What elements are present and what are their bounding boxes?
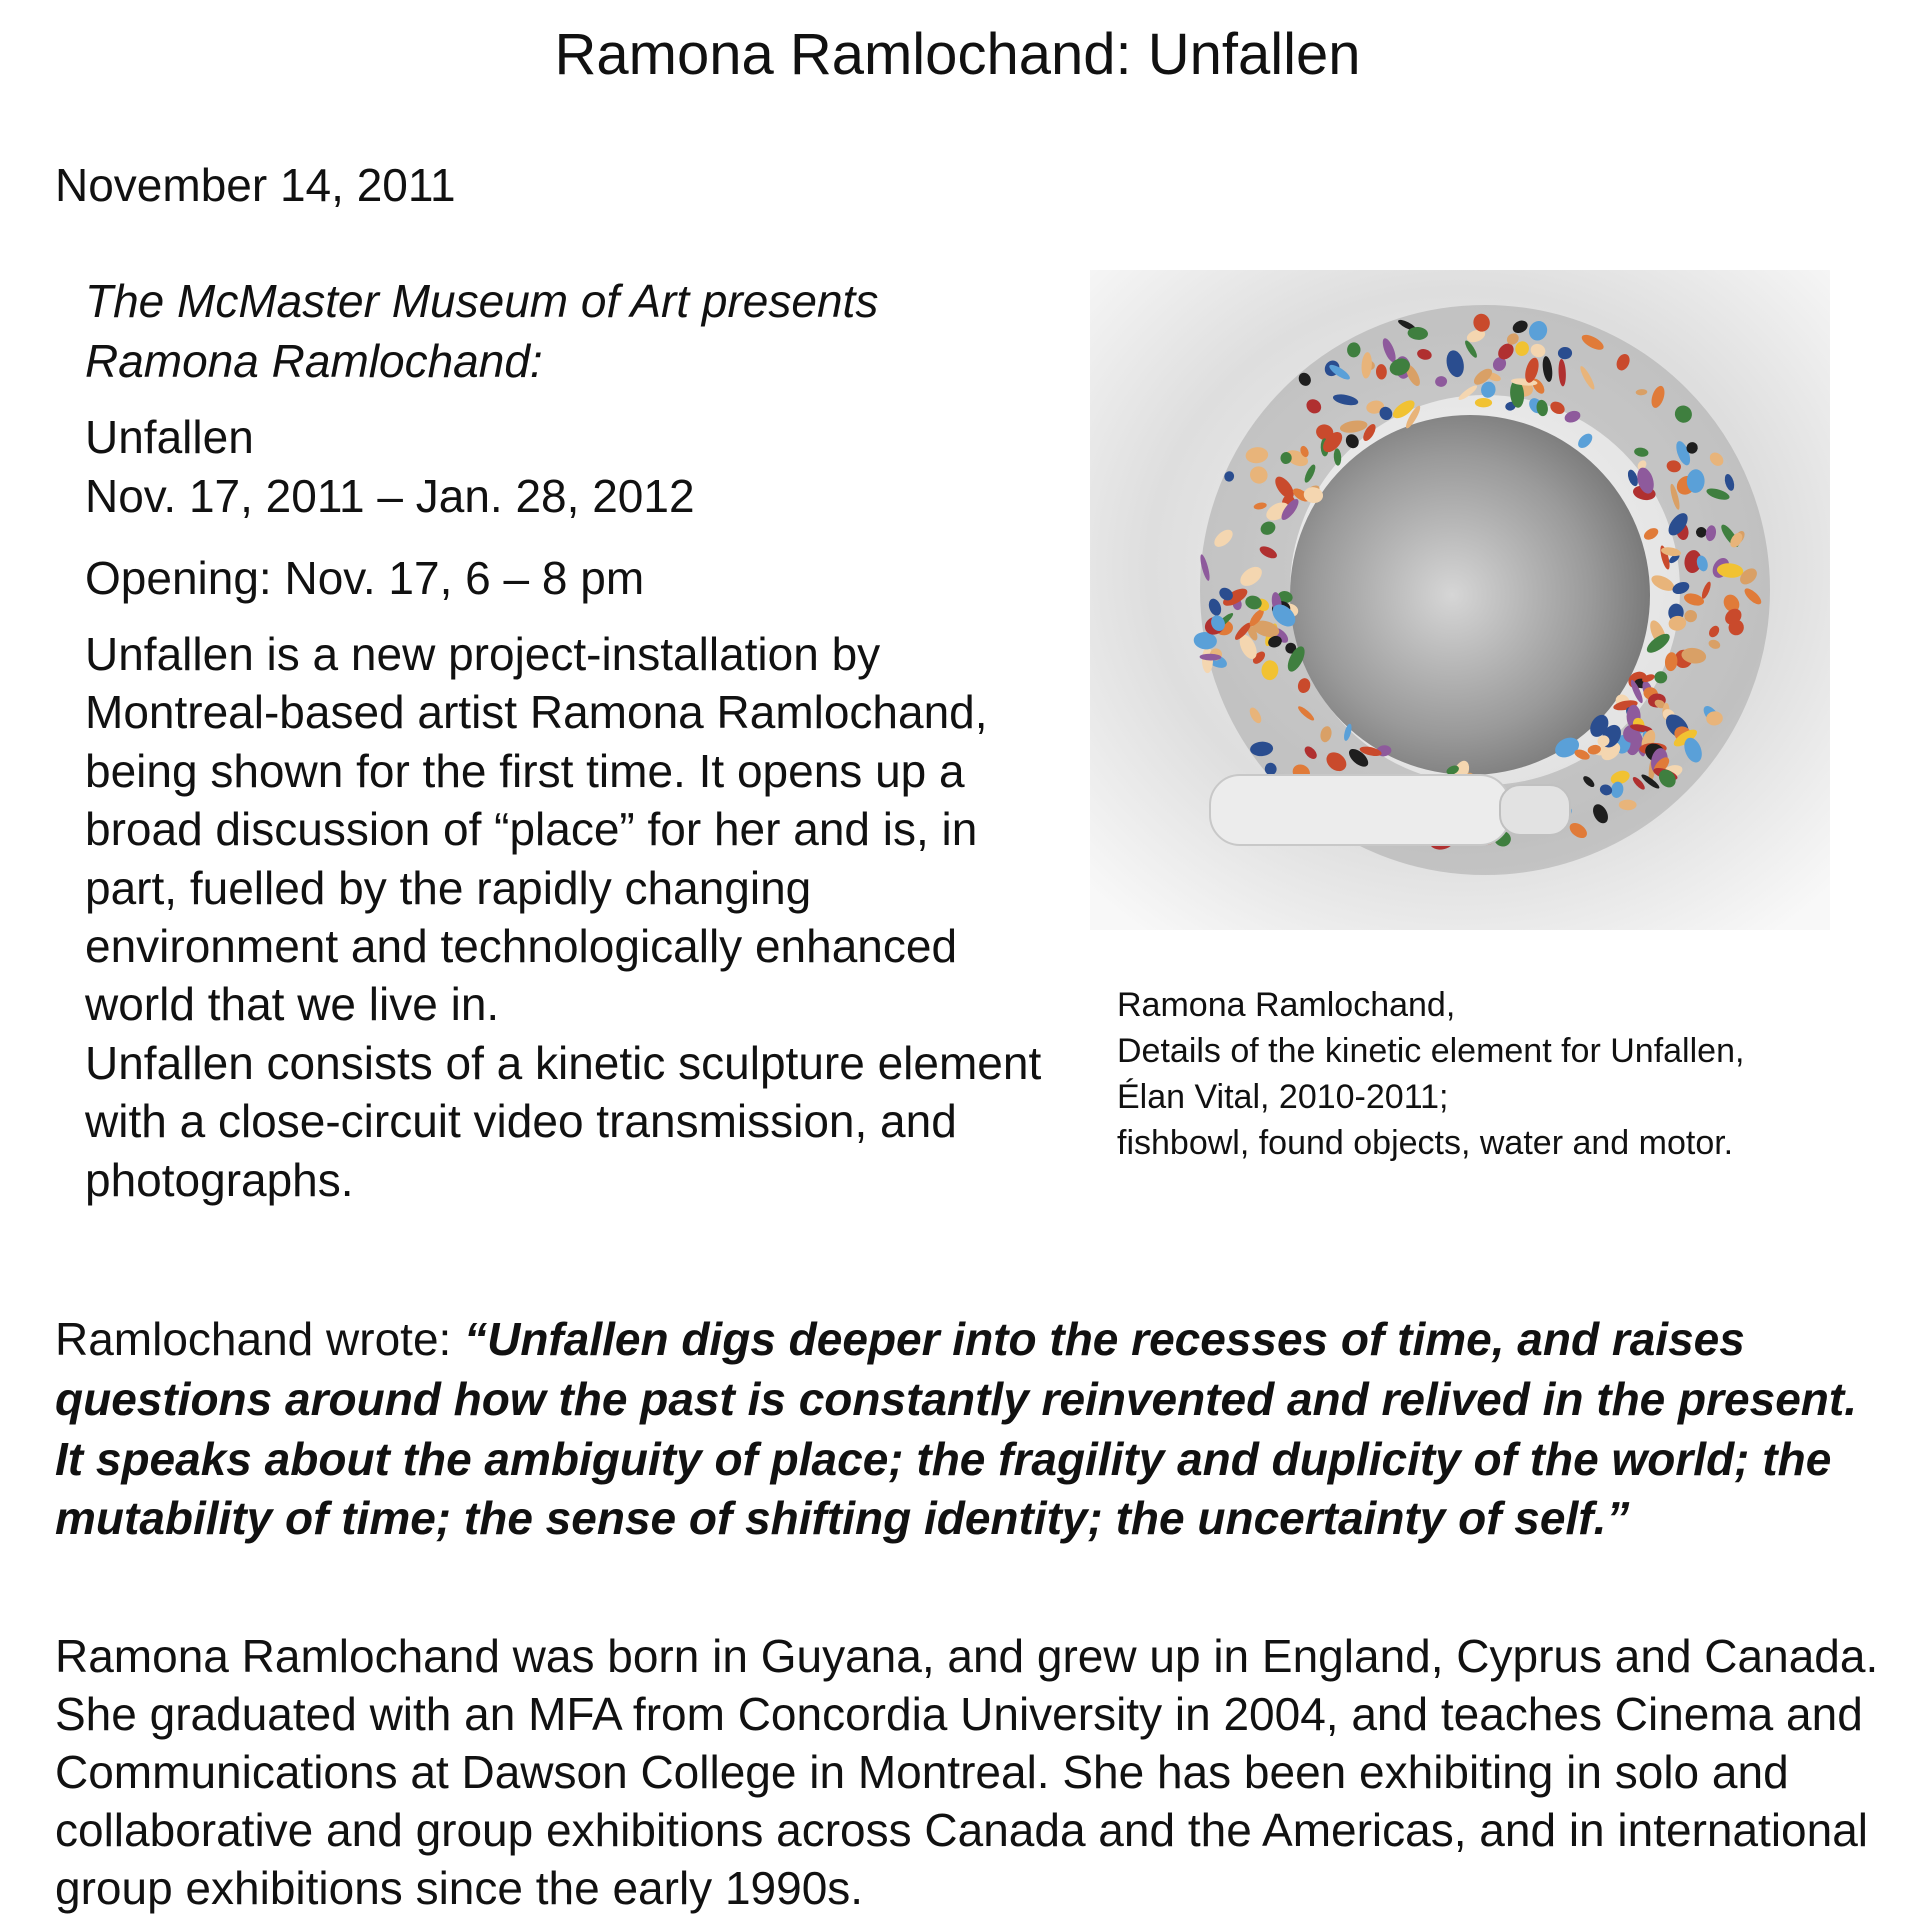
description-paragraph-2: Unfallen consists of a kinetic sculpture element with a close-circuit video transmission, and photographs. [85, 1036, 1042, 1206]
caption-line-1: Ramona Ramlochand, [1117, 986, 1456, 1024]
caption-line-3: Élan Vital, 2010-2011; [1117, 1077, 1449, 1116]
description-paragraph-1: Unfallen is a new project-installation by Montreal-based artist Ramona Ramlochand, being shown for the first time. It opens up a broad discussion of “place” for her and is, in part, fuelled by the rapidly changing environment and technologically enhanced world that we live in. [85, 627, 988, 1031]
exhibition-dates: Nov. 17, 2011 – Jan. 28, 2012 [85, 470, 695, 523]
publication-date: November 14, 2011 [55, 159, 456, 211]
caption-line-4: fishbowl, found objects, water and motor. [1117, 1123, 1734, 1162]
opening-info: Opening: Nov. 17, 6 – 8 pm [85, 552, 645, 605]
page-title: Ramona Ramlochand: Unfallen [554, 22, 1361, 87]
artwork-photo [1090, 270, 1830, 930]
artist-biography: Ramona Ramlochand was born in Guyana, and grew up in England, Cyprus and Canada. She graduated with an MFA from Concordia University in 2004, and teaches Cinema and Communications at Dawson College in Montreal. She has been exhibiting in solo and collaborative and group exhibitions across Canada and the Americas, and in international group exhibitions since the early 1990s. [55, 1630, 1879, 1914]
artist-quote-paragraph [55, 1310, 1870, 1549]
artwork-illustration [1090, 270, 1830, 930]
exhibition-name: Unfallen [85, 410, 254, 463]
photo-caption [1117, 983, 1744, 1167]
bottle-object [1210, 775, 1570, 845]
artist-quote: “Unfallen digs deeper into the recesses of time, and raises questions around how the past is constantly reinvented and relived in the present. It speaks about the ambiguity of place; the fragility and duplicity of the world; the mutability of time; the sense of shifting identity; the uncertainty of self.” [55, 1313, 1857, 1545]
figurine [1475, 398, 1492, 407]
presenter-line-1: The McMaster Museum of Art presents [85, 275, 879, 327]
presenter-line-2: Ramona Ramlochand: [85, 334, 543, 387]
caption-line-2: Details of the kinetic element for Unfallen, [1117, 1031, 1745, 1070]
quote-intro: Ramlochand wrote: [55, 1313, 465, 1365]
presenter-statement [85, 272, 1075, 392]
exhibition-info [85, 408, 1075, 528]
announcement-column [85, 272, 1075, 1209]
